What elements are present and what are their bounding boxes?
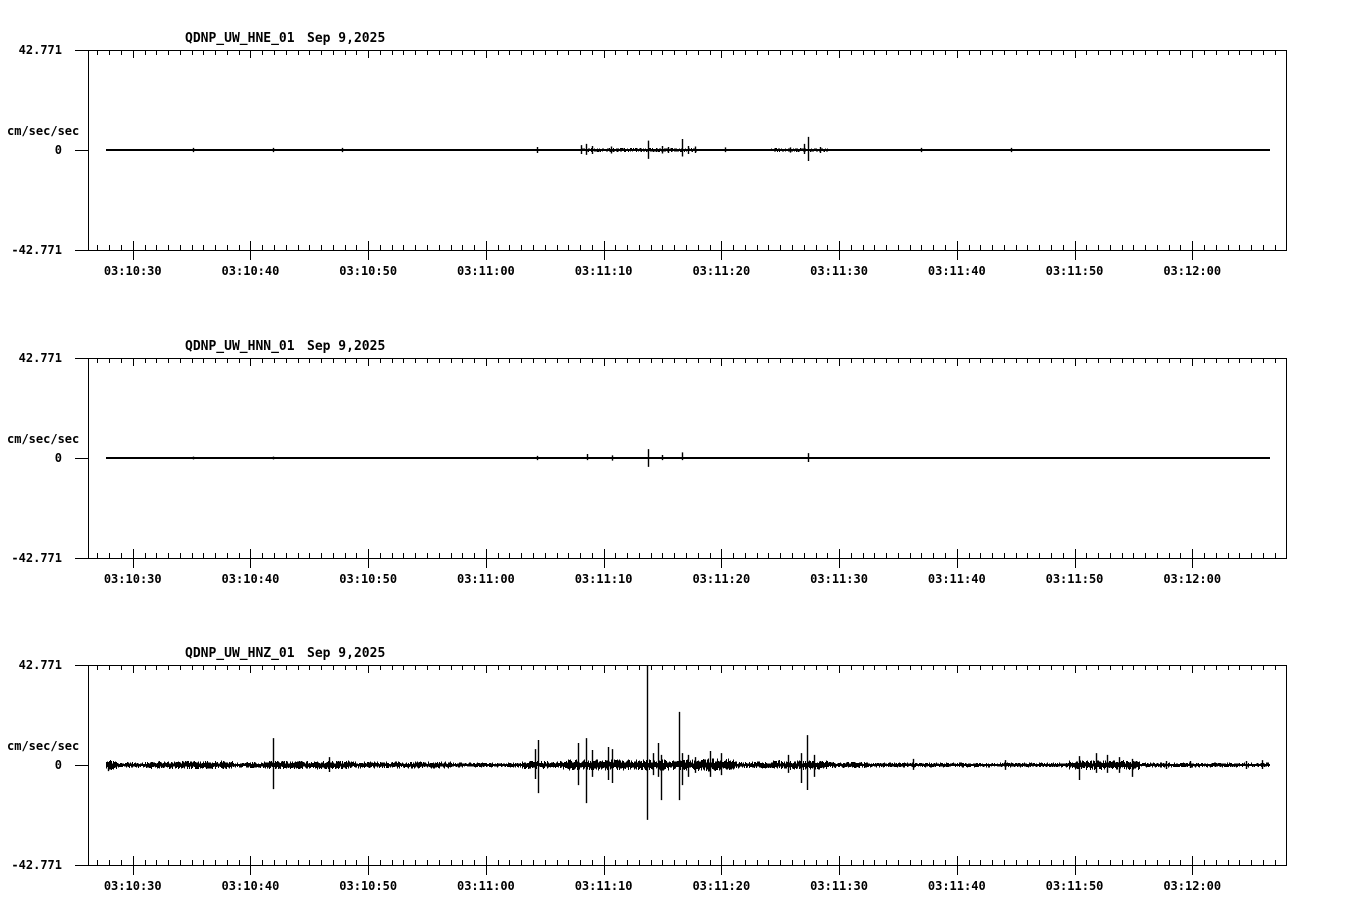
y-zero-label: 0 xyxy=(54,758,62,772)
y-unit-label: cm/sec/sec xyxy=(7,124,80,138)
panel-date-hne: Sep 9,2025 xyxy=(307,31,386,46)
x-tick-label: 03:11:10 xyxy=(574,572,633,586)
x-tick-label: 03:10:50 xyxy=(339,879,398,893)
x-tick-label: 03:10:30 xyxy=(103,264,162,278)
x-tick-label: 03:11:20 xyxy=(692,264,751,278)
x-tick-label: 03:10:50 xyxy=(339,572,398,586)
y-min-label: -42.771 xyxy=(11,858,62,872)
y-max-label: 42.771 xyxy=(18,43,62,57)
x-tick-label: 03:11:50 xyxy=(1045,879,1104,893)
x-tick-label: 03:11:00 xyxy=(456,879,515,893)
trace-HNN xyxy=(107,457,1270,459)
y-min-label: -42.771 xyxy=(11,551,62,565)
x-tick-label: 03:10:40 xyxy=(221,264,280,278)
x-tick-label: 03:10:30 xyxy=(103,879,162,893)
x-tick-label: 03:10:30 xyxy=(103,572,162,586)
x-tick-label: 03:11:00 xyxy=(456,572,515,586)
x-tick-label: 03:10:50 xyxy=(339,264,398,278)
x-tick-label: 03:11:40 xyxy=(927,879,986,893)
x-tick-label: 03:11:30 xyxy=(810,572,868,586)
x-tick-label: 03:11:40 xyxy=(927,572,986,586)
time-ticks-HNE xyxy=(98,50,1276,260)
x-tick-label: 03:12:00 xyxy=(1163,264,1222,278)
x-tick-label: 03:10:40 xyxy=(221,572,280,586)
x-tick-label: 03:11:00 xyxy=(456,264,515,278)
x-tick-label: 03:11:10 xyxy=(574,879,633,893)
time-ticks-HNN xyxy=(98,358,1276,568)
x-tick-label: 03:11:50 xyxy=(1045,572,1104,586)
panel-date-hnz: Sep 9,2025 xyxy=(307,646,386,661)
x-tick-label: 03:10:40 xyxy=(221,879,280,893)
trace-events-HNZ xyxy=(109,665,1263,820)
x-tick-label: 03:12:00 xyxy=(1163,572,1222,586)
x-tick-label: 03:11:40 xyxy=(927,264,986,278)
x-tick-label: 03:11:30 xyxy=(810,879,868,893)
y-max-label: 42.771 xyxy=(18,658,62,672)
y-zero-label: 0 xyxy=(54,451,62,465)
x-tick-label: 03:11:20 xyxy=(692,879,751,893)
x-tick-label: 03:11:20 xyxy=(692,572,751,586)
y-max-label: 42.771 xyxy=(18,351,62,365)
panel-title-hnn: QDNP_UW_HNN_01 xyxy=(185,339,295,354)
x-tick-label: 03:12:00 xyxy=(1163,879,1222,893)
y-min-label: -42.771 xyxy=(11,243,62,257)
panel-date-hnn: Sep 9,2025 xyxy=(307,339,386,354)
x-tick-label: 03:11:10 xyxy=(574,264,633,278)
panel-title-hne: QDNP_UW_HNE_01 xyxy=(185,31,295,46)
y-zero-label: 0 xyxy=(54,143,62,157)
x-tick-label: 03:11:50 xyxy=(1045,264,1104,278)
y-unit-label: cm/sec/sec xyxy=(7,739,80,753)
x-tick-label: 03:11:30 xyxy=(810,264,868,278)
y-unit-label: cm/sec/sec xyxy=(7,432,80,446)
panel-title-hnz: QDNP_UW_HNZ_01 xyxy=(185,646,295,661)
